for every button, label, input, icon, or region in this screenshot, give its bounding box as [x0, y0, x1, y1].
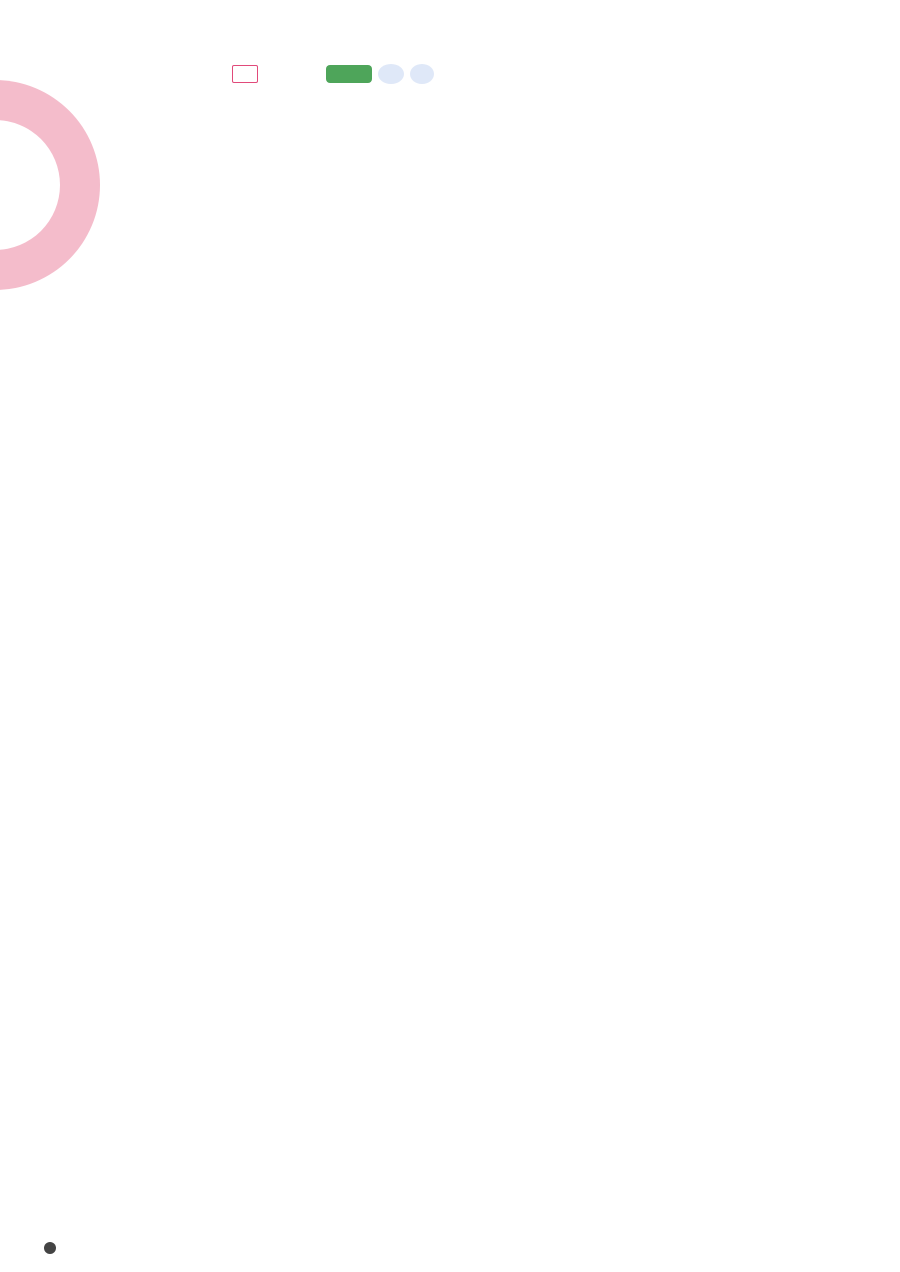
side-logo	[14, 168, 94, 170]
machined-tag	[232, 65, 258, 83]
cad-badge[interactable]	[378, 64, 404, 84]
page-number	[44, 1242, 56, 1254]
page-footer	[42, 1242, 56, 1256]
3d-badge[interactable]	[410, 64, 434, 84]
side-decoration	[0, 80, 100, 290]
rohs-badge	[326, 65, 372, 83]
